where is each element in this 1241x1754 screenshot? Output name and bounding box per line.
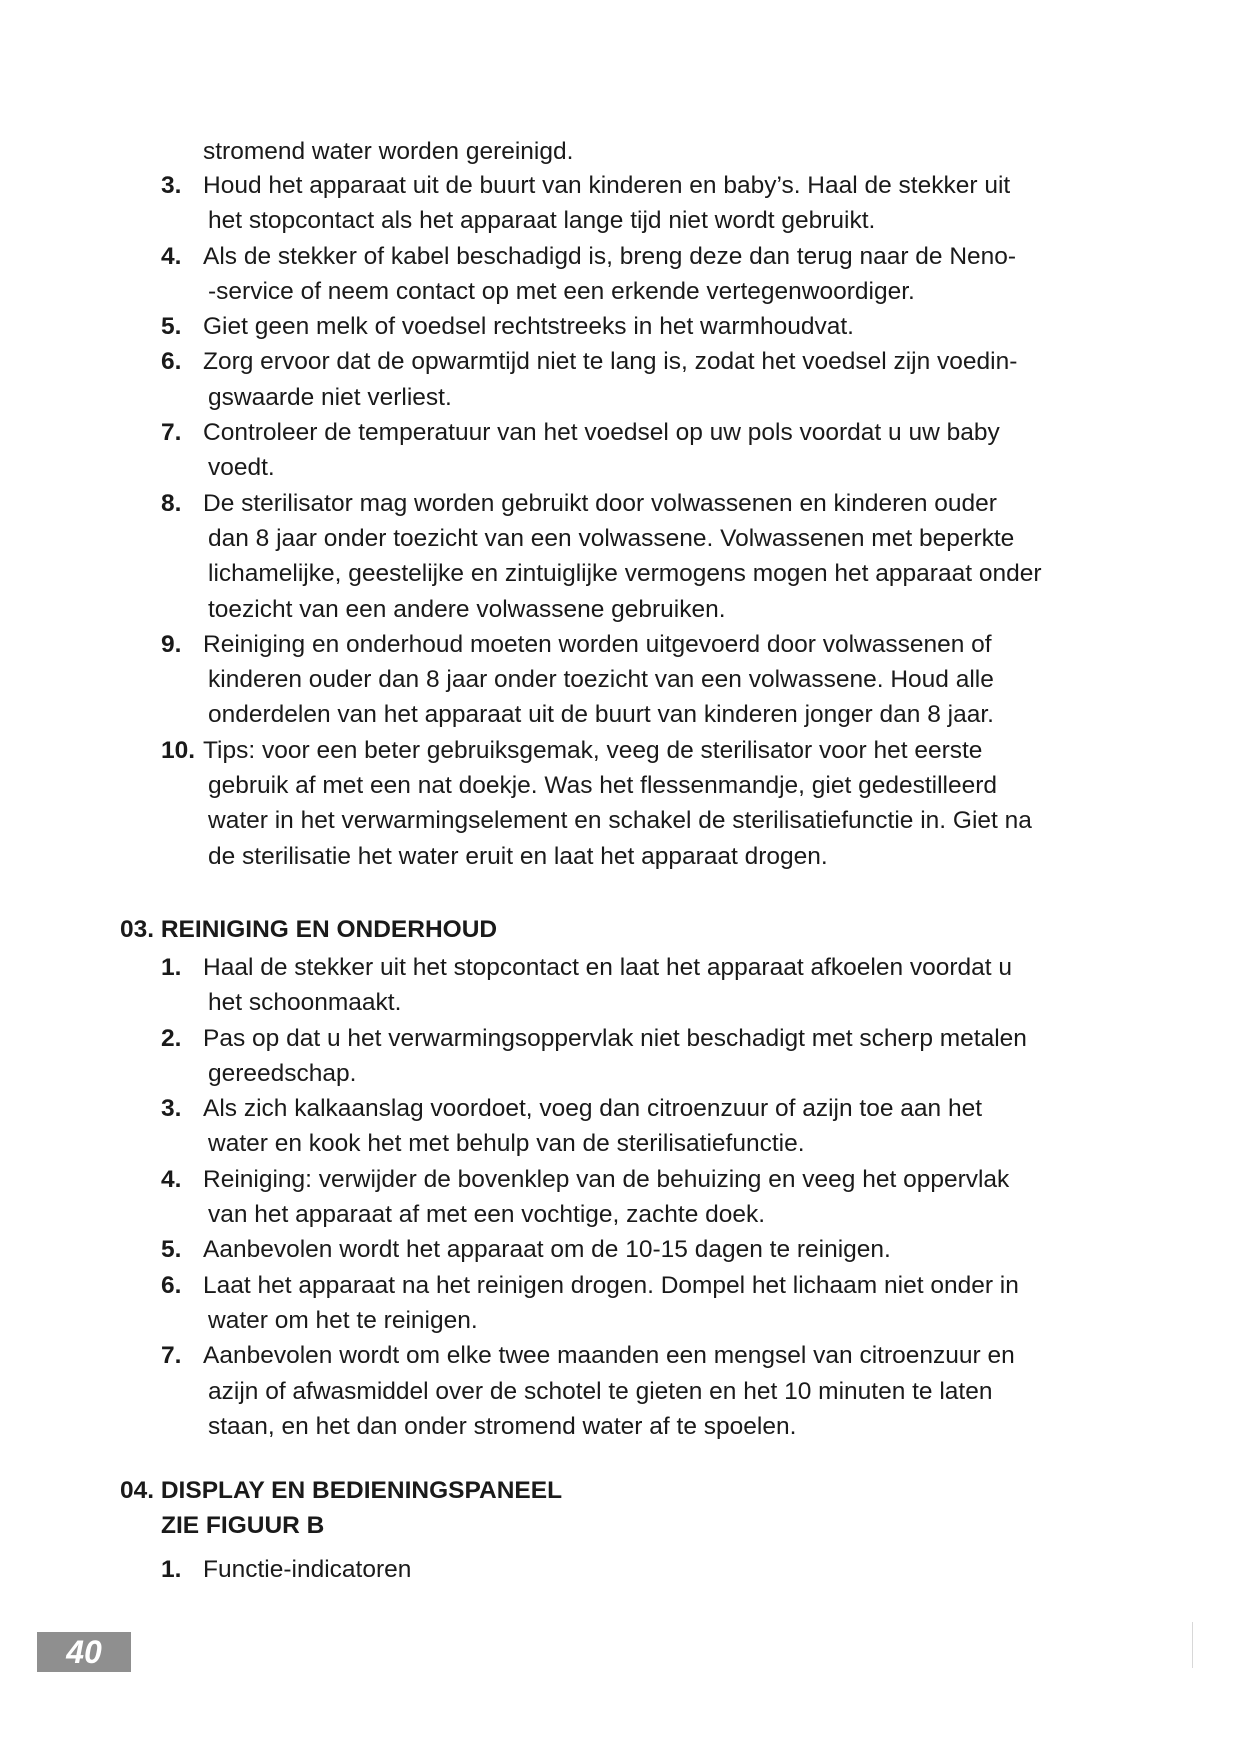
list-item [161, 1091, 1183, 1162]
cleaning-list [161, 950, 1183, 1444]
page-number: 40 [37, 1632, 131, 1672]
list-item-text: -service of neem contact op met een erkende vertegenwoordiger. [208, 277, 915, 305]
list-item-number: 8. [161, 489, 182, 517]
list-item-number: 6. [161, 348, 182, 376]
list-item [161, 344, 1183, 415]
list-item [161, 415, 1183, 486]
list-item-number: 3. [161, 172, 182, 199]
list-item [161, 1232, 1183, 1267]
list-item-text: gswaarde niet verliest. [208, 383, 452, 411]
list-item-text: Tips: voor een beter gebruiksgemak, veeg de sterilisator voor het eerste [203, 736, 983, 764]
list-item [161, 627, 1183, 733]
list-item [161, 168, 1183, 239]
list-item [161, 950, 1183, 1021]
list-item [161, 486, 1183, 627]
list-item-text: gereedschap. [208, 1059, 357, 1087]
list-item-text: Zorg ervoor dat de opwarmtijd niet te lang is, zodat het voedsel zijn voedin- [203, 348, 1018, 376]
list-item-text: Aanbevolen wordt het apparaat om de 10-15 dagen te reinigen. [203, 1236, 891, 1264]
list-item-text: onderdelen van het apparaat uit de buurt van kinderen jonger dan 8 jaar. [208, 701, 994, 729]
list-item-number: 10. [161, 736, 196, 764]
list-item [161, 1268, 1183, 1339]
list-item-text: Haal de stekker uit het stopcontact en laat het apparaat afkoelen voordat u [203, 954, 1013, 981]
continuation-line: stromend water worden gereinigd. [203, 138, 574, 165]
list-item [161, 1552, 1183, 1587]
list-item-number: 9. [161, 630, 182, 658]
list-item-number: 1. [161, 954, 182, 981]
list-item [161, 1021, 1183, 1092]
list-item-number: 4. [161, 242, 182, 270]
list-item-text: Als zich kalkaanslag voordoet, voeg dan citroenzuur of azijn toe aan het [203, 1095, 983, 1123]
list-item-text: kinderen ouder dan 8 jaar onder toezicht van een volwassene. Houd alle [208, 666, 994, 694]
list-item-text: Functie-indicatoren [203, 1556, 412, 1583]
list-item-text: water in het verwarmingselement en schakel de sterilisatiefunctie in. Giet na [208, 807, 1032, 835]
list-item-text: Pas op dat u het verwarmingsoppervlak niet beschadigt met scherp metalen [203, 1024, 1027, 1052]
list-item-text: azijn of afwasmiddel over de schotel te gieten en het 10 minuten te laten [208, 1377, 993, 1405]
list-item-text: dan 8 jaar onder toezicht van een volwassene. Volwassenen met beperkte [208, 524, 1015, 552]
list-item-number: 7. [161, 419, 182, 447]
list-item-number: 5. [161, 313, 182, 341]
list-item-text: het stopcontact als het apparaat lange tijd niet wordt gebruikt. [208, 207, 876, 235]
list-item-text: Als de stekker of kabel beschadigd is, breng deze dan terug naar de Neno- [203, 242, 1017, 270]
edge-mark [1192, 1622, 1193, 1668]
list-item-text: toezicht van een andere volwassene gebruiken. [208, 595, 726, 623]
section-subtitle-figure: ZIE FIGUUR B [161, 1512, 325, 1539]
list-item-text: de sterilisatie het water eruit en laat het apparaat drogen. [208, 842, 828, 870]
list-item-text: gebruik af met een nat doekje. Was het flessenmandje, giet gedestilleerd [208, 772, 998, 800]
list-item-text: lichamelijke, geestelijke en zintuiglijke vermogens mogen het apparaat onder [208, 560, 1042, 588]
list-item-number: 2. [161, 1024, 182, 1052]
list-item-number: 7. [161, 1342, 182, 1370]
list-item-text: Reiniging en onderhoud moeten worden uitgevoerd door volwassenen of [203, 630, 992, 658]
list-item-number: 4. [161, 1165, 182, 1193]
list-item-text: staan, en het dan onder stromend water af te spoelen. [208, 1412, 797, 1440]
list-item-number: 3. [161, 1095, 182, 1123]
list-item [161, 239, 1183, 310]
safety-list [161, 168, 1183, 874]
list-item [161, 309, 1183, 344]
list-item-text: voedt. [208, 454, 275, 482]
list-item-text: water en kook het met behulp van de sterilisatiefunctie. [208, 1130, 805, 1158]
list-item [161, 1162, 1183, 1233]
list-item-number: 6. [161, 1271, 182, 1299]
list-item-text: het schoonmaakt. [208, 989, 402, 1017]
list-item-text: Controleer de temperatuur van het voedsel op uw pols voordat u uw baby [203, 419, 1000, 447]
section-title-display: 04. DISPLAY EN BEDIENINGSPANEEL [120, 1477, 563, 1504]
list-item-text: Laat het apparaat na het reinigen drogen. Dompel het lichaam niet onder in [203, 1271, 1019, 1299]
section-title-cleaning: 03. REINIGING EN ONDERHOUD [120, 916, 498, 943]
list-item-text: Reiniging: verwijder de bovenklep van de behuizing en veeg het oppervlak [203, 1165, 1010, 1193]
list-item-text: De sterilisator mag worden gebruikt door volwassenen en kinderen ouder [203, 489, 997, 517]
list-item-text: van het apparaat af met een vochtige, zachte doek. [208, 1201, 766, 1229]
list-item-text: water om het te reinigen. [208, 1306, 478, 1334]
list-item [161, 1338, 1183, 1444]
list-item-text: Giet geen melk of voedsel rechtstreeks in het warmhoudvat. [203, 313, 854, 341]
list-item [161, 733, 1183, 874]
list-item-text: Houd het apparaat uit de buurt van kinderen en baby’s. Haal de stekker uit [203, 172, 1011, 199]
list-item-text: Aanbevolen wordt om elke twee maanden een mengsel van citroenzuur en [203, 1342, 1015, 1370]
list-item-number: 1. [161, 1556, 182, 1583]
list-item-number: 5. [161, 1236, 182, 1264]
display-list [161, 1552, 1183, 1587]
